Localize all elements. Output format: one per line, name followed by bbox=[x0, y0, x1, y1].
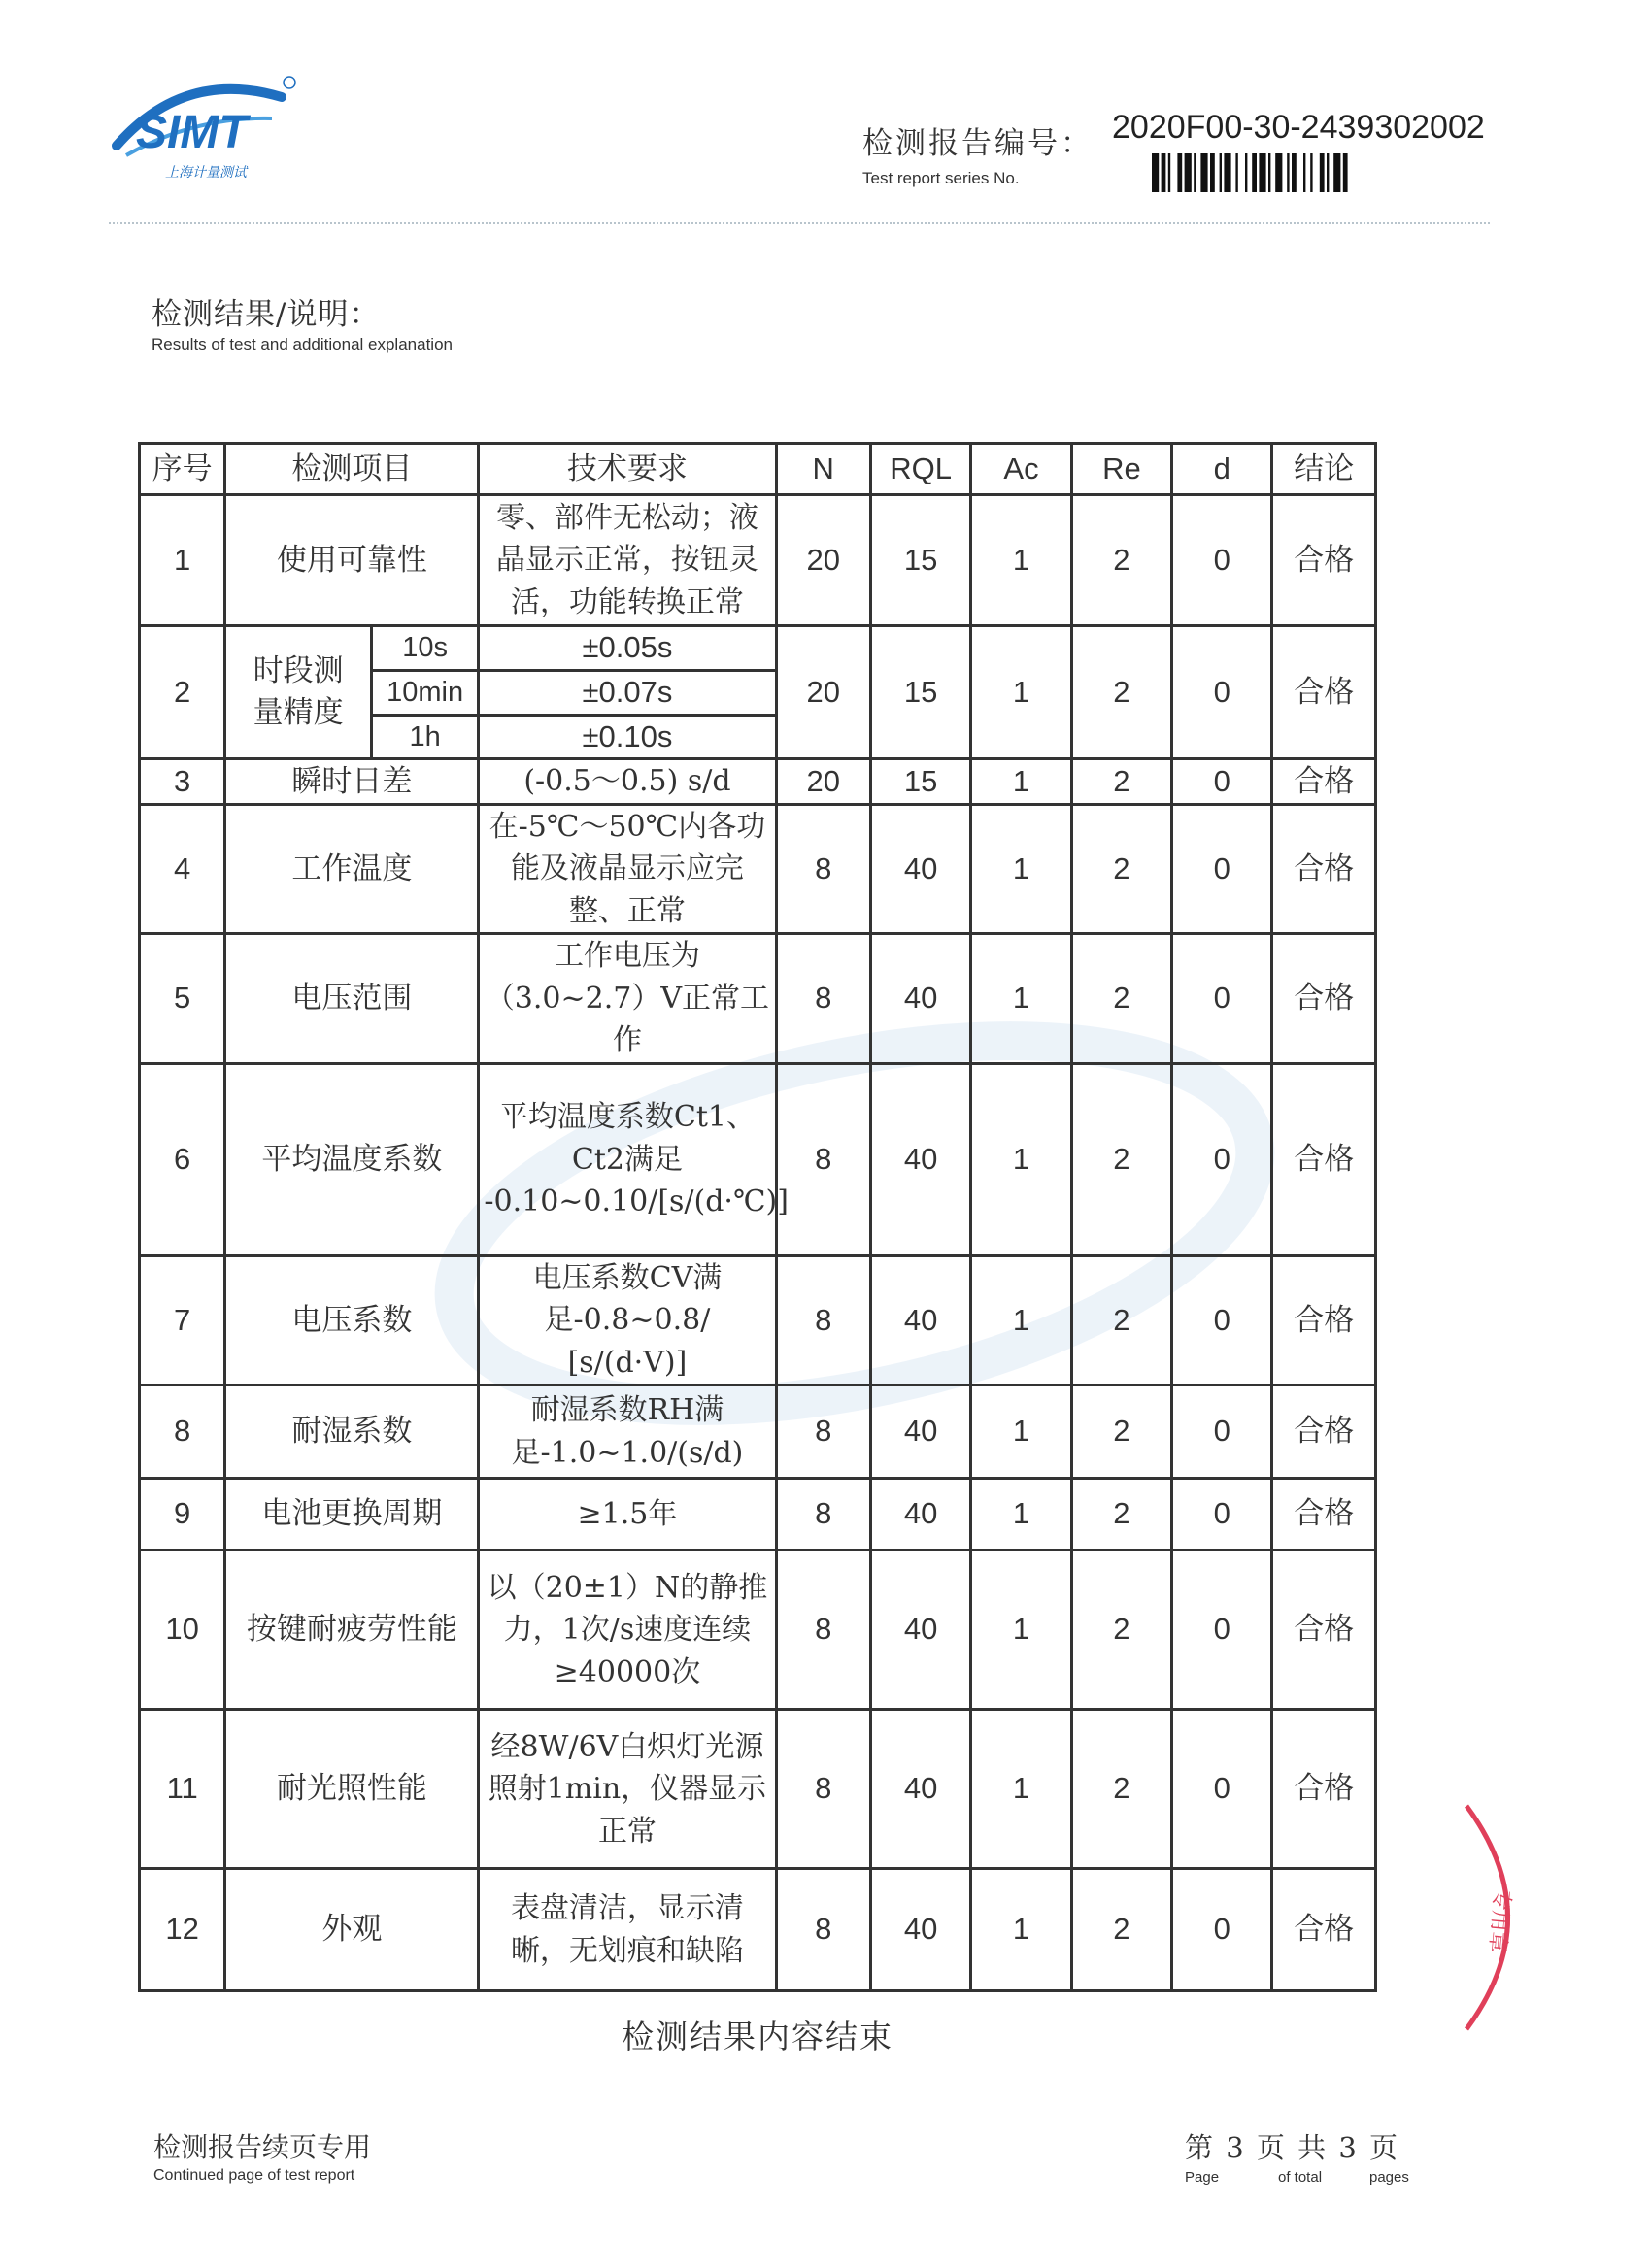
cell-no: 5 bbox=[140, 934, 225, 1064]
series-label-cn: 检测报告编号： bbox=[862, 126, 1094, 161]
cell-ac: 1 bbox=[971, 1551, 1071, 1710]
cell-result: 合格 bbox=[1272, 1063, 1376, 1255]
cell-d: 0 bbox=[1172, 495, 1272, 626]
col-header-re: Re bbox=[1071, 444, 1171, 495]
table-row bbox=[140, 1551, 1376, 1710]
cell-n: 20 bbox=[776, 759, 870, 805]
cell-result: 合格 bbox=[1272, 934, 1376, 1064]
cell-d: 0 bbox=[1172, 1551, 1272, 1710]
cell-re: 2 bbox=[1071, 1869, 1171, 1991]
cell-re: 2 bbox=[1071, 626, 1171, 759]
cell-result: 合格 bbox=[1272, 1255, 1376, 1385]
cell-re: 2 bbox=[1071, 1255, 1171, 1385]
report-series-number: 2020F00-30-2439302002 bbox=[1112, 109, 1485, 146]
cell-rql: 40 bbox=[870, 1063, 970, 1255]
cell-n: 8 bbox=[776, 1479, 870, 1551]
cell-n: 8 bbox=[776, 1255, 870, 1385]
cell-re: 2 bbox=[1071, 1551, 1171, 1710]
cell-d: 0 bbox=[1172, 1385, 1272, 1479]
cell-req: 在-5℃～50℃内各功能及液晶显示应完整、正常 bbox=[479, 804, 776, 934]
cell-no: 9 bbox=[140, 1479, 225, 1551]
cell-ac: 1 bbox=[971, 804, 1071, 934]
table-row bbox=[140, 495, 1376, 626]
barcode bbox=[1152, 153, 1440, 192]
cell-result: 合格 bbox=[1272, 1551, 1376, 1710]
cell-rql: 40 bbox=[870, 1551, 970, 1710]
series-label-en: Test report series No. bbox=[862, 169, 1020, 187]
header-divider bbox=[109, 222, 1490, 224]
cell-req: 耐湿系数RH满足-1.0~1.0/(s/d) bbox=[479, 1385, 776, 1479]
cell-no: 10 bbox=[140, 1551, 225, 1710]
cell-re: 2 bbox=[1071, 1385, 1171, 1479]
cell-period: 10min bbox=[371, 670, 478, 715]
cell-req: 平均温度系数Ct1、Ct2满足 -0.10~0.10/[s/(d·℃)] bbox=[479, 1063, 776, 1255]
cell-n: 8 bbox=[776, 1869, 870, 1991]
cell-n: 8 bbox=[776, 934, 870, 1064]
cell-result: 合格 bbox=[1272, 1869, 1376, 1991]
cell-no: 12 bbox=[140, 1869, 225, 1991]
cell-re: 2 bbox=[1071, 1479, 1171, 1551]
table-row bbox=[140, 1479, 1376, 1551]
cell-rql: 40 bbox=[870, 1479, 970, 1551]
svg-text:专用章: 专用章 bbox=[1484, 1887, 1514, 1954]
table-row bbox=[140, 759, 1376, 805]
cell-rql: 15 bbox=[870, 626, 970, 759]
cell-re: 2 bbox=[1071, 495, 1171, 626]
cell-no: 4 bbox=[140, 804, 225, 934]
cell-period: 10s bbox=[371, 626, 478, 671]
col-header-d: d bbox=[1172, 444, 1272, 495]
col-header-n: N bbox=[776, 444, 870, 495]
results-table bbox=[138, 442, 1377, 1992]
cell-ac: 1 bbox=[971, 934, 1071, 1064]
cell-rql: 40 bbox=[870, 1869, 970, 1991]
cell-d: 0 bbox=[1172, 1255, 1272, 1385]
table-row bbox=[140, 1063, 1376, 1255]
cell-rql: 15 bbox=[870, 495, 970, 626]
cell-rql: 40 bbox=[870, 1385, 970, 1479]
cell-req: ±0.05s bbox=[479, 626, 776, 671]
table-row bbox=[140, 804, 1376, 934]
cell-ac: 1 bbox=[971, 759, 1071, 805]
cell-n: 8 bbox=[776, 804, 870, 934]
cell-ac: 1 bbox=[971, 1479, 1071, 1551]
cell-result: 合格 bbox=[1272, 804, 1376, 934]
cell-d: 0 bbox=[1172, 1479, 1272, 1551]
cell-d: 0 bbox=[1172, 759, 1272, 805]
cell-n: 8 bbox=[776, 1063, 870, 1255]
cell-d: 0 bbox=[1172, 1063, 1272, 1255]
logo-text: SIMT bbox=[136, 107, 248, 158]
cell-no: 1 bbox=[140, 495, 225, 626]
cell-result: 合格 bbox=[1272, 1385, 1376, 1479]
cell-re: 2 bbox=[1071, 1710, 1171, 1869]
col-header-result: 结论 bbox=[1272, 444, 1376, 495]
cell-rql: 40 bbox=[870, 934, 970, 1064]
table-row bbox=[140, 1710, 1376, 1869]
cell-result: 合格 bbox=[1272, 495, 1376, 626]
logo-subtitle: 上海计量测试 bbox=[165, 165, 247, 181]
cell-d: 0 bbox=[1172, 1869, 1272, 1991]
simt-logo bbox=[107, 58, 311, 184]
cell-item: 耐光照性能 bbox=[225, 1710, 479, 1869]
cell-req: 表盘清洁，显示清晰，无划痕和缺陷 bbox=[479, 1869, 776, 1991]
page-number-cn: 第 3 页 共 3 页 bbox=[1185, 2131, 1399, 2164]
cell-no: 7 bbox=[140, 1255, 225, 1385]
cell-item: 外观 bbox=[225, 1869, 479, 1991]
cell-n: 20 bbox=[776, 626, 870, 759]
cell-item: 时段测量精度 bbox=[225, 626, 372, 759]
cell-req: 工作电压为（3.0~2.7）V正常工作 bbox=[479, 934, 776, 1064]
cell-ac: 1 bbox=[971, 1385, 1071, 1479]
cell-n: 20 bbox=[776, 495, 870, 626]
cell-item: 工作温度 bbox=[225, 804, 479, 934]
table-header-row bbox=[140, 444, 1376, 495]
cell-result: 合格 bbox=[1272, 1710, 1376, 1869]
table-row bbox=[140, 1869, 1376, 1991]
cell-result: 合格 bbox=[1272, 1479, 1376, 1551]
pages-label: pages bbox=[1369, 2169, 1409, 2185]
of-total-label: of total bbox=[1278, 2169, 1323, 2185]
cell-item: 瞬时日差 bbox=[225, 759, 479, 805]
cell-d: 0 bbox=[1172, 1710, 1272, 1869]
cell-no: 6 bbox=[140, 1063, 225, 1255]
cell-req: 零、部件无松动；液晶显示正常，按钮灵活，功能转换正常 bbox=[479, 495, 776, 626]
cell-period: 1h bbox=[371, 715, 478, 759]
cell-req: ≥1.5年 bbox=[479, 1479, 776, 1551]
cell-item: 电压系数 bbox=[225, 1255, 479, 1385]
col-header-rql: RQL bbox=[870, 444, 970, 495]
cell-ac: 1 bbox=[971, 495, 1071, 626]
cell-ac: 1 bbox=[971, 626, 1071, 759]
cell-no: 11 bbox=[140, 1710, 225, 1869]
cell-d: 0 bbox=[1172, 804, 1272, 934]
cell-rql: 40 bbox=[870, 1255, 970, 1385]
cell-req: (-0.5～0.5) s/d bbox=[479, 759, 776, 805]
cell-d: 0 bbox=[1172, 934, 1272, 1064]
cell-n: 8 bbox=[776, 1710, 870, 1869]
cell-n: 8 bbox=[776, 1385, 870, 1479]
cell-n: 8 bbox=[776, 1551, 870, 1710]
cell-re: 2 bbox=[1071, 1063, 1171, 1255]
cell-req: 以（20±1）N的静推力，1次/s速度连续≥40000次 bbox=[479, 1551, 776, 1710]
red-seal-stamp bbox=[1457, 1796, 1544, 2039]
cell-re: 2 bbox=[1071, 759, 1171, 805]
cell-ac: 1 bbox=[971, 1063, 1071, 1255]
cell-rql: 40 bbox=[870, 804, 970, 934]
cell-no: 8 bbox=[140, 1385, 225, 1479]
cell-req: 电压系数CV满足-0.8~0.8/ [s/(d·V)] bbox=[479, 1255, 776, 1385]
cell-item: 耐湿系数 bbox=[225, 1385, 479, 1479]
cell-re: 2 bbox=[1071, 804, 1171, 934]
table-row bbox=[140, 1385, 1376, 1479]
table-row bbox=[140, 626, 1376, 671]
cell-no: 3 bbox=[140, 759, 225, 805]
cell-re: 2 bbox=[1071, 934, 1171, 1064]
cell-req: 经8W/6V白炽灯光源照射1min，仪器显示正常 bbox=[479, 1710, 776, 1869]
results-heading-en: Results of test and additional explanation bbox=[152, 335, 453, 353]
cell-item: 平均温度系数 bbox=[225, 1063, 479, 1255]
col-header-no: 序号 bbox=[140, 444, 225, 495]
cell-result: 合格 bbox=[1272, 759, 1376, 805]
table-row bbox=[140, 1255, 1376, 1385]
cell-rql: 40 bbox=[870, 1710, 970, 1869]
col-header-item: 检测项目 bbox=[225, 444, 479, 495]
table-row bbox=[140, 934, 1376, 1064]
cell-no: 2 bbox=[140, 626, 225, 759]
cell-ac: 1 bbox=[971, 1710, 1071, 1869]
cell-item: 电池更换周期 bbox=[225, 1479, 479, 1551]
col-header-req: 技术要求 bbox=[479, 444, 776, 495]
cell-item: 电压范围 bbox=[225, 934, 479, 1064]
end-of-results: 检测结果内容结束 bbox=[622, 2018, 893, 2055]
cell-ac: 1 bbox=[971, 1869, 1071, 1991]
cell-item: 按键耐疲劳性能 bbox=[225, 1551, 479, 1710]
cell-rql: 15 bbox=[870, 759, 970, 805]
cell-item: 使用可靠性 bbox=[225, 495, 479, 626]
col-header-ac: Ac bbox=[971, 444, 1071, 495]
cell-ac: 1 bbox=[971, 1255, 1071, 1385]
cell-d: 0 bbox=[1172, 626, 1272, 759]
continued-page-cn: 检测报告续页专用 bbox=[153, 2131, 372, 2163]
cell-result: 合格 bbox=[1272, 626, 1376, 759]
page-label: Page bbox=[1185, 2169, 1220, 2185]
continued-page-en: Continued page of test report bbox=[153, 2167, 355, 2184]
cell-req: ±0.07s bbox=[479, 670, 776, 715]
results-heading-cn: 检测结果/说明： bbox=[152, 297, 381, 332]
cell-req: ±0.10s bbox=[479, 715, 776, 759]
